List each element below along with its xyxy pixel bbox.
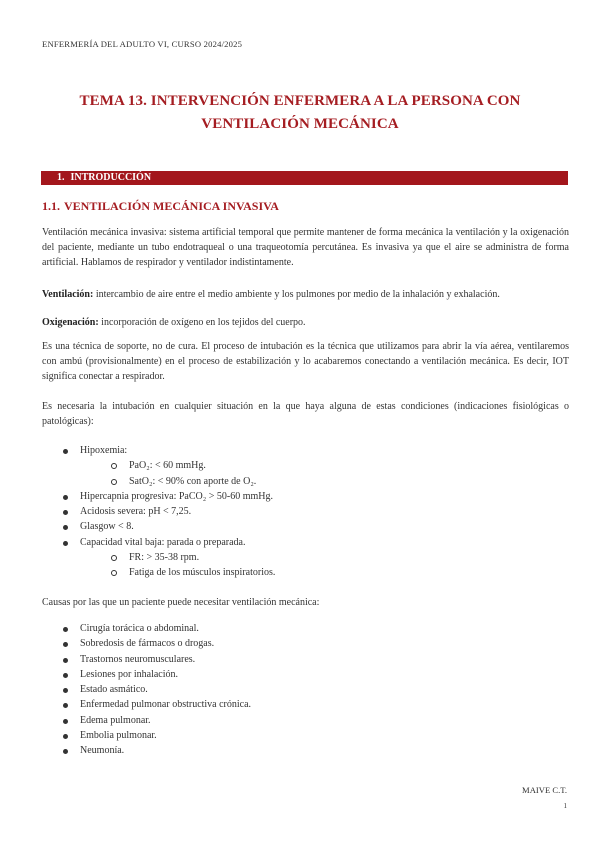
paragraph-causes-intro: Causas por las que un paciente puede necesitar ventilación mecánica: (42, 597, 320, 608)
paragraph-ventilacion (42, 287, 569, 302)
list-item: Estado asmático. (42, 682, 251, 697)
paragraph-technique: Es una técnica de soporte, no de cura. El proceso de intubación es la técnica que utilizamos para abrir la vía aérea, ventilaremos con ambú (provisionalmente) en el proceso de estabilización y lo acabaremos conectando a ventilación mecánica. Es decir, IOT significa conectar a respirador. (42, 341, 569, 383)
list-item: Lesiones por inhalación. (42, 667, 251, 682)
list-item: Sobredosis de fármacos o drogas. (42, 636, 251, 651)
document-title (60, 90, 540, 136)
causes-list (42, 621, 251, 759)
definition-oxigenacion: incorporación de oxígeno en los tejidos del cuerpo. (98, 317, 306, 328)
section-label: INTRODUCCIÓN (70, 172, 152, 183)
list-item: Neumonía. (42, 743, 251, 758)
definition-ventilacion: intercambio de aire entre el medio ambiente y los pulmones por medio de la inhalación y exhalación. (93, 289, 500, 300)
footer-author: MAIVE C.T. (522, 785, 567, 795)
list-item: Acidosis severa: pH < 7,25. (42, 504, 275, 519)
subsection-number: 1.1. (42, 199, 60, 213)
subsection-heading (42, 199, 279, 214)
section-number: 1. (57, 172, 65, 183)
page-number: 1 (563, 802, 567, 810)
list-item: Capacidad vital baja: parada o preparada. (42, 535, 275, 550)
sub-list-item: PaO₂: < 60 mmHg. (42, 458, 275, 473)
paragraph-indications-intro: Es necesaria la intubación en cualquier situación en la que haya alguna de estas condiciones (indicaciones fisiológicas o patológicas): (42, 401, 569, 428)
subsection-label: VENTILACIÓN MECÁNICA INVASIVA (64, 199, 279, 213)
title-line-1: TEMA 13. INTERVENCIÓN ENFERMERA A LA PERSONA CON (79, 93, 521, 109)
term-ventilacion: Ventilación: (42, 289, 94, 300)
list-item: Cirugía torácica o abdominal. (42, 621, 251, 636)
list-item: Hipoxemia: (42, 443, 275, 458)
indications-list (42, 443, 275, 581)
list-item: Enfermedad pulmonar obstructiva crónica. (42, 697, 251, 712)
list-item: Trastornos neuromusculares. (42, 652, 251, 667)
paragraph-oxigenacion (42, 315, 569, 330)
sub-list-item: FR: > 35-38 rpm. (42, 550, 275, 565)
running-header: ENFERMERÍA DEL ADULTO VI, CURSO 2024/2025 (42, 39, 243, 49)
paragraph-definition: Ventilación mecánica invasiva: sistema artificial temporal que permite mantener de forma mecánica la ventilación y la oxigenación del paciente, mediante un tubo endotraqueal o una traqueotomía percutánea. Es invasiva ya que el aire se administra de forma artificial. Hablamos de respirador y ventilador indistintamente. (42, 227, 569, 269)
list-item: Edema pulmonar. (42, 713, 251, 728)
sub-list-item: SatO₂: < 90% con aporte de O₂. (42, 474, 275, 489)
section-heading-bar (41, 171, 568, 185)
list-item: Hipercapnia progresiva: PaCO₂ > 50-60 mmHg. (42, 489, 275, 504)
term-oxigenacion: Oxigenación: (42, 317, 99, 328)
list-item: Embolia pulmonar. (42, 728, 251, 743)
title-line-2: VENTILACIÓN MECÁNICA (201, 116, 399, 132)
list-item: Glasgow < 8. (42, 519, 275, 534)
sub-list-item: Fatiga de los músculos inspiratorios. (42, 565, 275, 580)
